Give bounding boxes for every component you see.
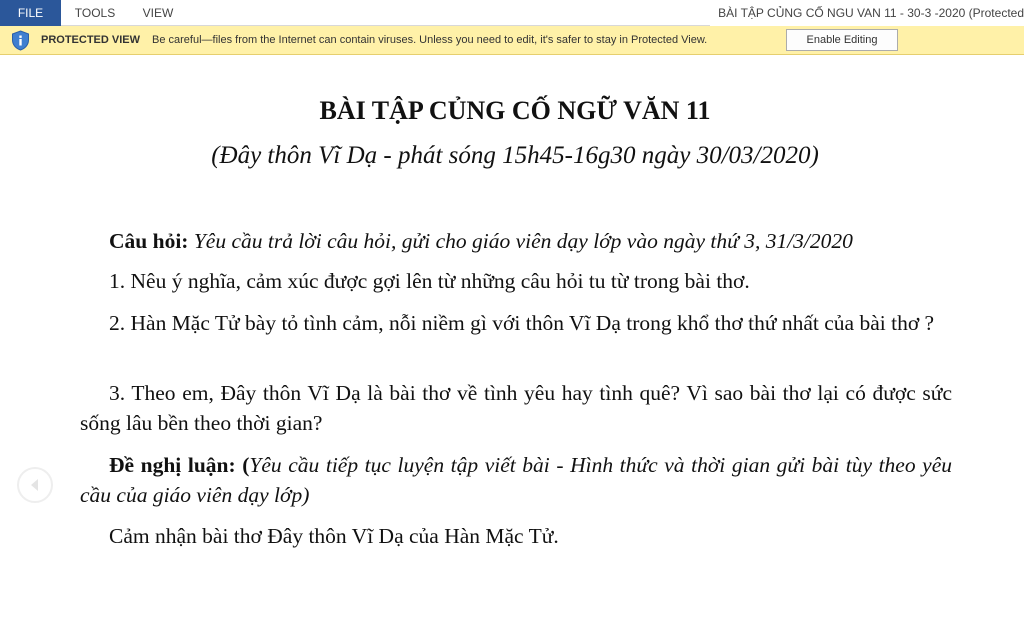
question-2: 2. Hàn Mặc Tử bày tỏ tình cảm, nỗi niềm gì với thôn Vĩ Dạ trong khổ thơ thứ nhất của bài thơ ? <box>109 311 935 335</box>
document-title: BÀI TẬP CỦNG CỐ NGU VAN 11 - 30-3 -2020 (Protected <box>710 0 1024 26</box>
question-instruction: Yêu cầu trả lời câu hỏi, gửi cho giáo viên dạy lớp vào ngày thứ 3, 31/3/2020 <box>188 229 853 253</box>
enable-editing-button[interactable]: Enable Editing <box>786 29 898 51</box>
question-1: 1. Nêu ý nghĩa, cảm xúc được gợi lên từ những câu hỏi tu từ trong bài thơ. <box>109 269 750 293</box>
ribbon-tab-bar <box>0 0 1024 26</box>
essay-instruction: Yêu cầu tiếp tục luyện tập viết bài - Hình thức và thời gian gửi bài tùy theo yêu cầu của giáo viên dạy lớp) <box>80 453 953 507</box>
question-3: 3. Theo em, Đây thôn Vĩ Dạ là bài thơ về tình yêu hay tình quê? Vì sao bài thơ lại có được sức sống lâu bền theo thời gian? <box>80 381 952 435</box>
document-page <box>0 56 1024 634</box>
page-subtitle: (Đây thôn Vĩ Dạ - phát sóng 15h45-16g30 ngày 30/03/2020) <box>211 142 819 169</box>
essay-task: Cảm nhận bài thơ Đây thôn Vĩ Dạ của Hàn Mặc Tử. <box>109 524 559 548</box>
chevron-left-icon <box>27 477 43 493</box>
shield-icon <box>11 30 30 51</box>
essay-label: Đề nghị luận: ( <box>109 453 250 477</box>
previous-page-button[interactable] <box>17 467 53 503</box>
tab-file[interactable]: FILE <box>0 0 61 26</box>
question-paragraph <box>80 226 952 256</box>
question-label: Câu hỏi: <box>109 229 189 253</box>
tab-tools[interactable]: TOOLS <box>74 6 116 20</box>
page-title: BÀI TẬP CỦNG CỐ NGỮ VĂN 11 <box>319 96 711 125</box>
protected-view-title: PROTECTED VIEW <box>41 34 141 46</box>
tab-view[interactable]: VIEW <box>142 6 174 20</box>
essay-paragraph <box>80 450 952 510</box>
protected-view-message: Be careful—files from the Internet can contain viruses. Unless you need to edit, it's safer to stay in Protected View. <box>152 34 708 46</box>
protected-view-bar <box>0 26 1024 55</box>
